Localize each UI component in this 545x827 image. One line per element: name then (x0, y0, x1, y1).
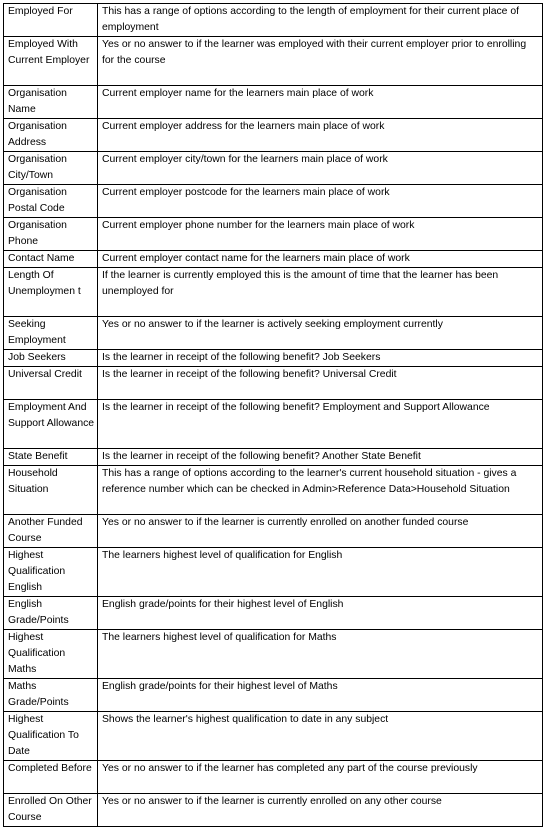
table-row (4, 317, 543, 350)
field-description-cell: Current employer contact name for the learners main place of work (98, 251, 543, 268)
table-row (4, 712, 543, 761)
field-description-cell: Is the learner in receipt of the following benefit? Another State Benefit (98, 449, 543, 466)
table-row (4, 597, 543, 630)
field-description-cell: Yes or no answer to if the learner is currently enrolled on another funded course (98, 515, 543, 548)
field-name-cell: Another Funded Course (4, 515, 98, 548)
field-name-cell: Highest Qualification Maths (4, 630, 98, 679)
table-row (4, 86, 543, 119)
table-row (4, 548, 543, 597)
field-description-cell: This has a range of options according to the length of employment for their current place of employment (98, 4, 543, 37)
field-name-cell: English Grade/Points (4, 597, 98, 630)
table-row (4, 400, 543, 449)
field-name-cell: Seeking Employment (4, 317, 98, 350)
field-description-cell: Current employer postcode for the learners main place of work (98, 185, 543, 218)
table-row (4, 515, 543, 548)
field-description-cell: Current employer phone number for the learners main place of work (98, 218, 543, 251)
field-description-cell: English grade/points for their highest level of English (98, 597, 543, 630)
field-description-cell: The learners highest level of qualification for Maths (98, 630, 543, 679)
table-row (4, 761, 543, 794)
field-name-cell: Employed With Current Employer (4, 37, 98, 86)
table-row (4, 367, 543, 400)
field-name-cell: Enrolled On Other Course (4, 794, 98, 827)
field-name-cell: Organisation City/Town (4, 152, 98, 185)
field-name-cell: Highest Qualification To Date (4, 712, 98, 761)
field-name-cell: Household Situation (4, 466, 98, 515)
field-description-cell: Is the learner in receipt of the following benefit? Employment and Support Allowance (98, 400, 543, 449)
field-description-cell: Current employer city/town for the learners main place of work (98, 152, 543, 185)
table-row (4, 119, 543, 152)
field-name-cell: Job Seekers (4, 350, 98, 367)
table-row (4, 794, 543, 827)
field-name-cell: Universal Credit (4, 367, 98, 400)
field-name-cell: Highest Qualification English (4, 548, 98, 597)
field-name-cell: Organisation Phone (4, 218, 98, 251)
field-description-cell: Current employer address for the learners main place of work (98, 119, 543, 152)
field-description-cell: Current employer name for the learners main place of work (98, 86, 543, 119)
field-name-cell: Employment And Support Allowance (4, 400, 98, 449)
field-description-cell: If the learner is currently employed this is the amount of time that the learner has been unemployed for (98, 268, 543, 317)
field-name-cell: Length Of Unemploymen t (4, 268, 98, 317)
table-row (4, 466, 543, 515)
field-description-cell: Yes or no answer to if the learner is currently enrolled on any other course (98, 794, 543, 827)
field-description-cell: The learners highest level of qualification for English (98, 548, 543, 597)
field-description-cell: Yes or no answer to if the learner is actively seeking employment currently (98, 317, 543, 350)
field-description-cell: Shows the learner's highest qualification to date in any subject (98, 712, 543, 761)
field-description-cell: English grade/points for their highest level of Maths (98, 679, 543, 712)
field-description-cell: Is the learner in receipt of the following benefit? Job Seekers (98, 350, 543, 367)
table-row (4, 350, 543, 367)
field-description-cell: This has a range of options according to the learner's current household situation - gives a reference number which can be checked in Admin>Reference Data>Household Situation (98, 466, 543, 515)
field-description-cell: Yes or no answer to if the learner was employed with their current employer prior to enrolling for the course (98, 37, 543, 86)
field-name-cell: Organisation Postal Code (4, 185, 98, 218)
table-row (4, 218, 543, 251)
table-row (4, 449, 543, 466)
table-row (4, 152, 543, 185)
field-name-cell: Organisation Name (4, 86, 98, 119)
field-description-cell: Is the learner in receipt of the following benefit? Universal Credit (98, 367, 543, 400)
table-row (4, 630, 543, 679)
field-definitions-table (3, 3, 543, 827)
field-name-cell: Organisation Address (4, 119, 98, 152)
field-name-cell: Completed Before (4, 761, 98, 794)
table-row (4, 268, 543, 317)
field-description-cell: Yes or no answer to if the learner has completed any part of the course previously (98, 761, 543, 794)
field-name-cell: Contact Name (4, 251, 98, 268)
table-row (4, 251, 543, 268)
table-row (4, 679, 543, 712)
table-row (4, 37, 543, 86)
table-body (4, 4, 543, 827)
table-row (4, 185, 543, 218)
field-name-cell: Maths Grade/Points (4, 679, 98, 712)
field-name-cell: State Benefit (4, 449, 98, 466)
table-row (4, 4, 543, 37)
field-name-cell: Employed For (4, 4, 98, 37)
